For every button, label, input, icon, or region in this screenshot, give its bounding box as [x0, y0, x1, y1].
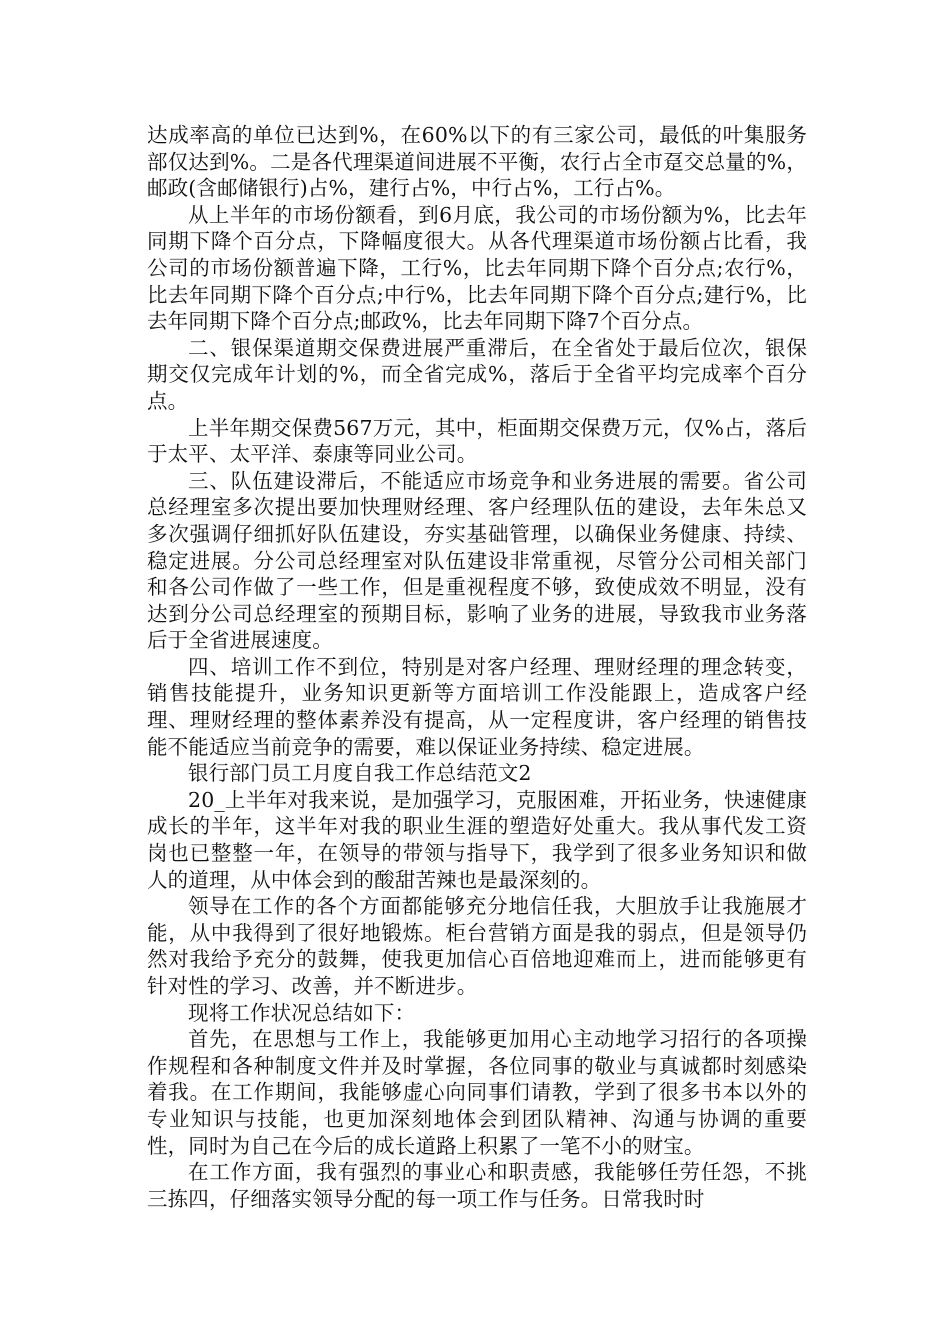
paragraph-7: 20_上半年对我来说，是加强学习，克服困难，开拓业务，快速健康成长的半年，这半年对我的职业生涯的塑造好处重大。我从事代发工资岗也已整整一年，在领导的带领与指导下，我学到了很多业务知识和做人的道理，从中体会到的酸甜苦辣也是最深刻的。 [147, 787, 807, 892]
section-title: 银行部门员工月度自我工作总结范文2 [188, 761, 532, 786]
paragraph-8: 领导在工作的各个方面都能够充分地信任我，大胆放手让我施展才能，从中我得到了很好地锻炼。柜台营销方面是我的弱点，但是领导仍然对我给予充分的鼓舞，使我更加信心百倍地迎难而上，进而能够更有针对性的学习、改善，并不断进步。 [147, 894, 807, 998]
document-body [147, 122, 807, 1212]
paragraph-3: 二、银保渠道期交保费进展严重滞后，在全省处于最后位次，银保期交仅完成年计划的%，而全省完成%，落后于全省平均完成率个百分点。 [147, 335, 807, 413]
paragraph-10: 首先，在思想与工作上，我能够更加用心主动地学习招行的各项操作规程和各种制度文件并及时掌握，各位同事的敬业与真诚都时刻感染着我。在工作期间，我能够虚心向同事们请教，学到了很多书本以外的专业知识与技能，也更加深刻地体会到团队精神、沟通与协调的重要性，同时为自己在今后的成长道路上积累了一笔不小的财宝。 [147, 1027, 807, 1158]
paragraph-2: 从上半年的市场份额看，到6月底，我公司的市场份额为%，比去年同期下降个百分点，下降幅度很大。从各代理渠道市场份额占比看，我公司的市场份额普遍下降，工行%，比去年同期下降个百分点;农行%，比去年同期下降个百分点;中行%，比去年同期下降个百分点;建行%，比去年同期下降个百分点;邮政%，比去年同期下降7个百分点。 [147, 202, 807, 334]
paragraph-5: 三、队伍建设滞后，不能适应市场竞争和业务进展的需要。省公司总经理室多次提出要加快理财经理、客户经理队伍的建设，去年朱总又多次强调仔细抓好队伍建设，夯实基础管理，以确保业务健康、持续、稳定进展。分公司总经理室对队伍建设非常重视，尽管分公司相关部门和各公司作做了一些工作，但是重视程度不够，致使成效不明显，没有达到分公司总经理室的预期目标，影响了业务的进展，导致我市业务落后于全省进展速度。 [147, 468, 807, 653]
paragraph-11: 在工作方面，我有强烈的事业心和职责感，我能够任劳任怨，不挑三拣四，仔细落实领导分配的每一项工作与任务。日常我时时 [147, 1160, 807, 1211]
paragraph-1: 达成率高的单位已达到%，在60%以下的有三家公司，最低的叶集服务部仅达到%。二是各代理渠道间进展不平衡，农行占全市趸交总量的%，邮政(含邮储银行)占%，建行占%，中行占%，工行占%。 [147, 123, 807, 201]
paragraph-9: 现将工作状况总结如下： [188, 1000, 416, 1025]
paragraph-4: 上半年期交保费567万元，其中，柜面期交保费万元，仅%占，落后于太平、太平洋、泰康等同业公司。 [147, 415, 807, 467]
paragraph-6: 四、培训工作不到位，特别是对客户经理、理财经理的理念转变，销售技能提升，业务知识更新等方面培训工作没能跟上，造成客户经理、理财经理的整体素养没有提高，从一定程度讲，客户经理的销售技能不能适应当前竞争的需要，难以保证业务持续、稳定进展。 [147, 654, 807, 759]
